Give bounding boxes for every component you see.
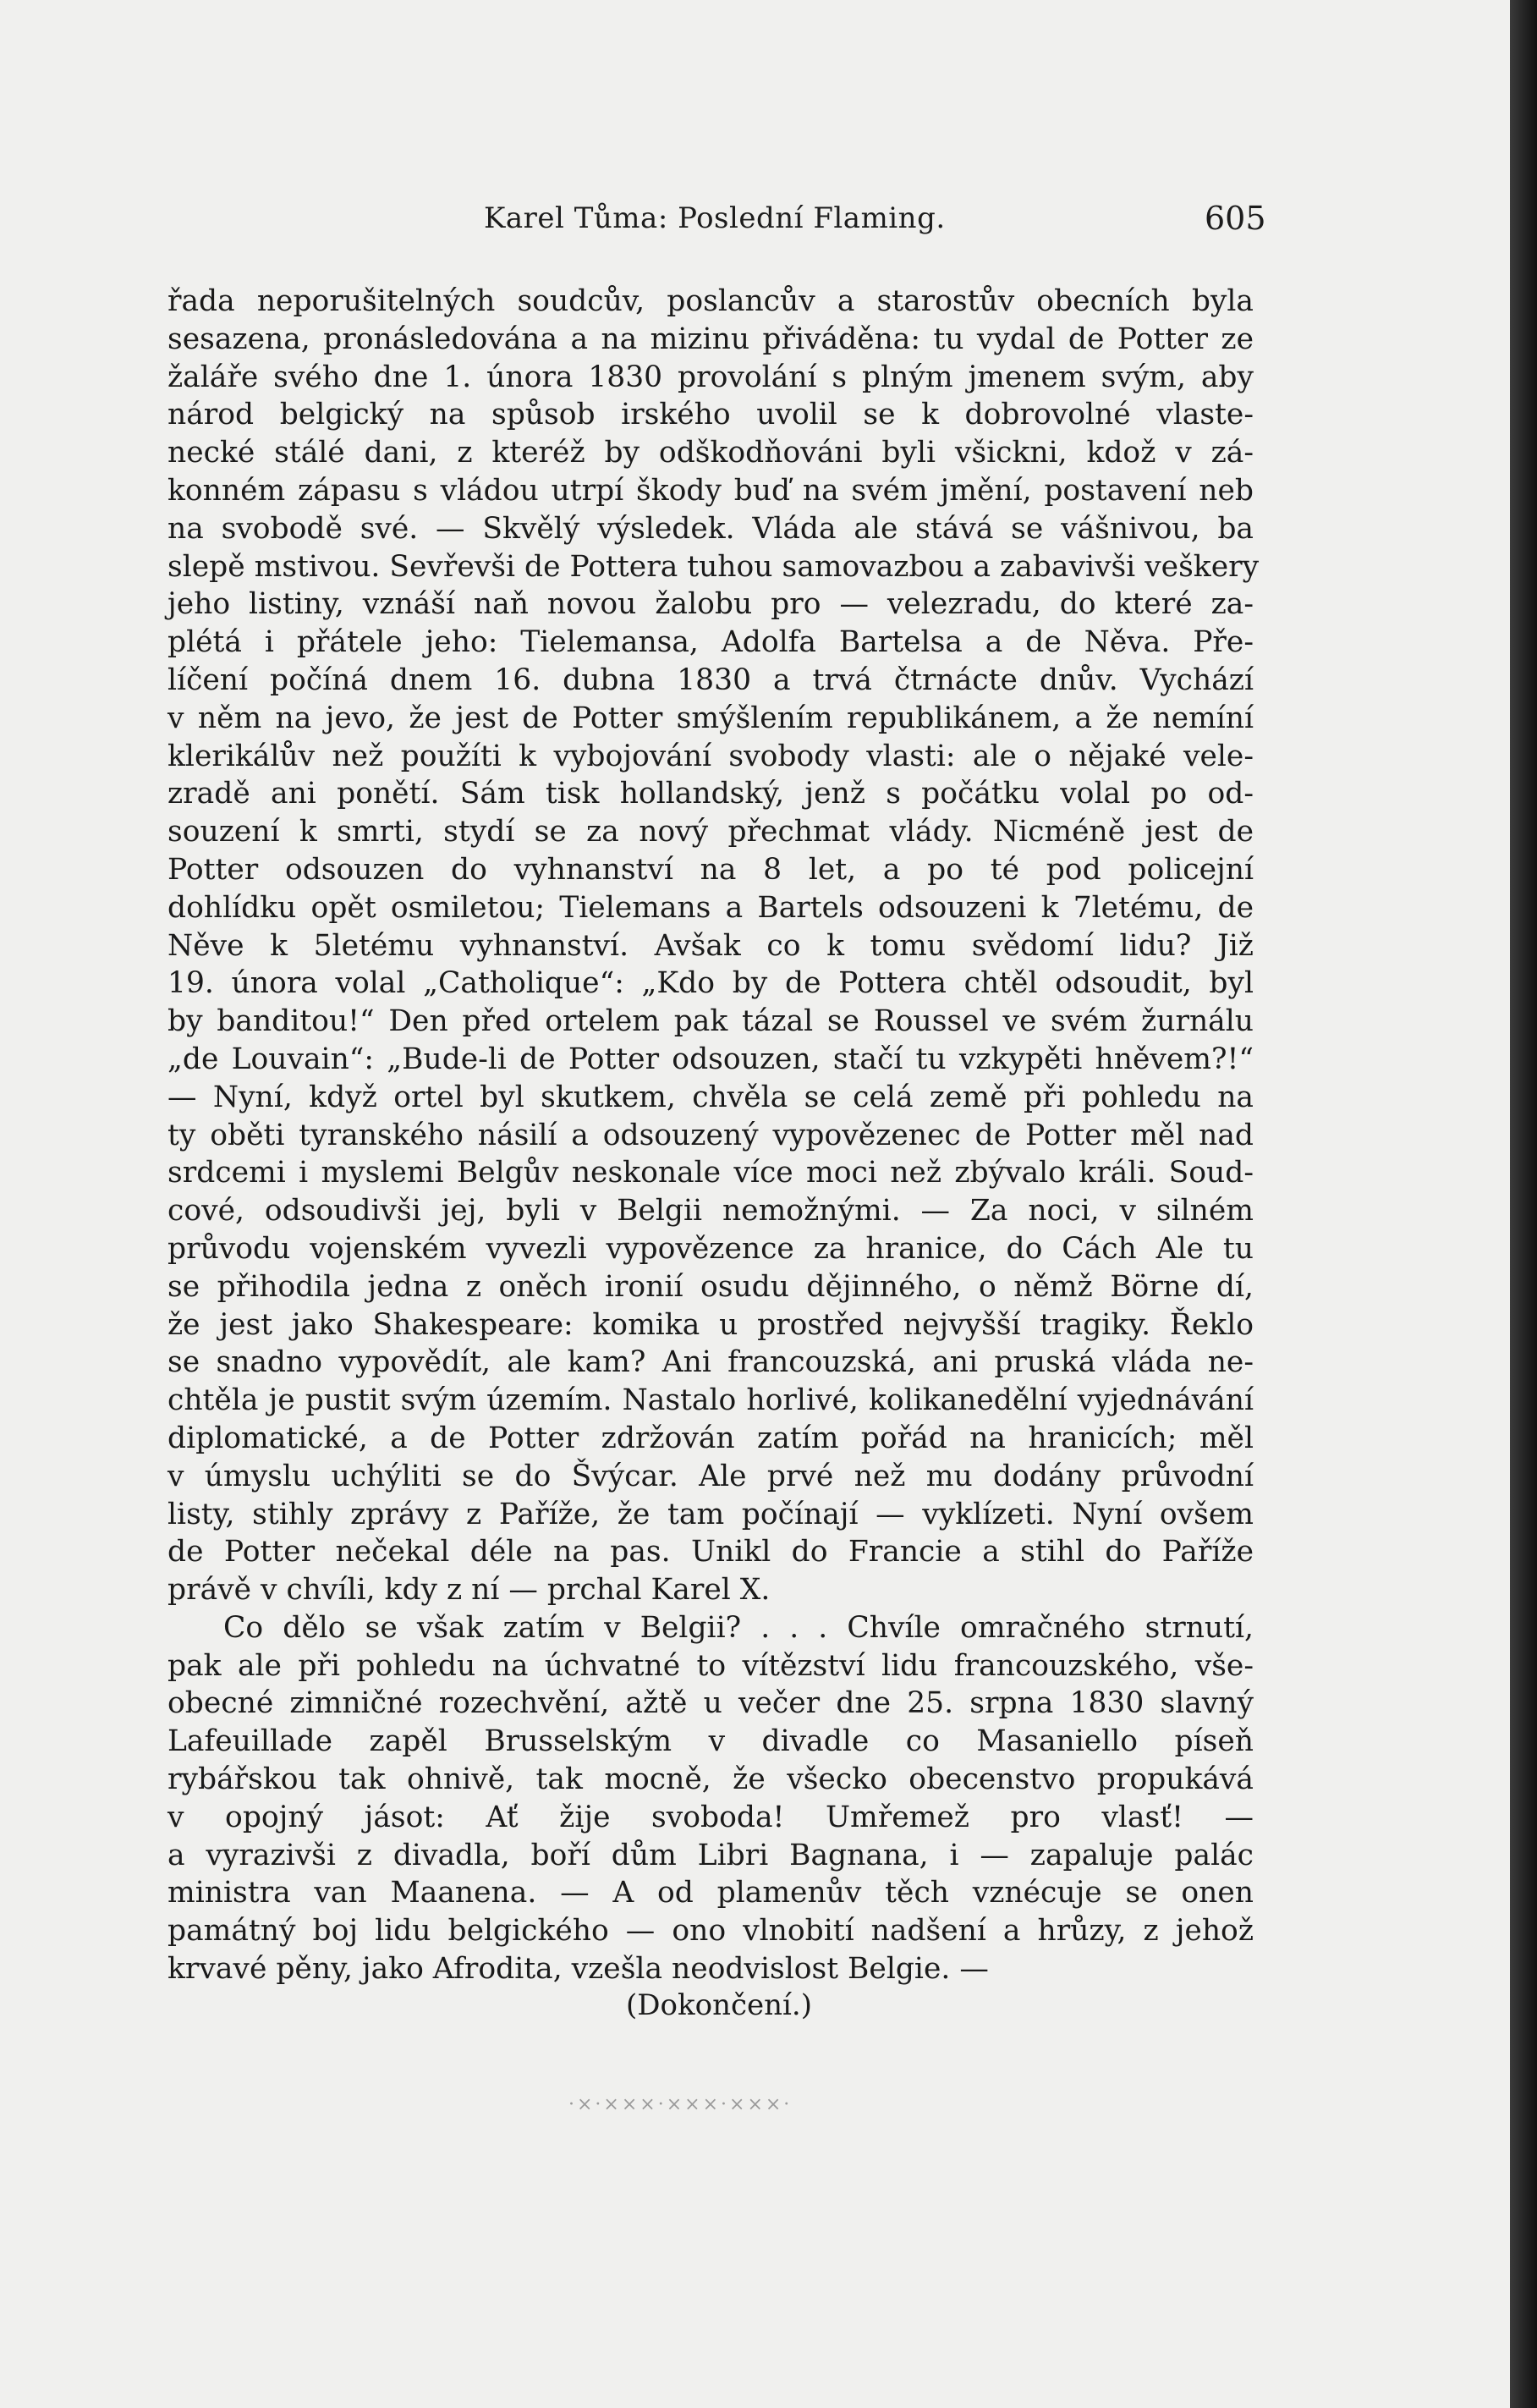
text-line: konném zápasu s vládou utrpí škody buď na svém jmění, postavení neb xyxy=(167,473,1254,508)
text-line: Co dělo se však zatím v Belgii? . . . Chvíle omračného strnutí, xyxy=(223,1610,1254,1645)
text-line: 19. února volal „Catholique“: „Kdo by de Pottera chtěl odsoudit, byl xyxy=(167,966,1254,1001)
continuation-note: (Dokončení.) xyxy=(626,1988,812,2022)
text-line: dohlídku opět osmiletou; Tielemans a Bartels odsouzeni k 7letému, de xyxy=(167,890,1254,925)
text-line: právě v chvíli, kdy z ní — prchal Karel X. xyxy=(167,1573,771,1608)
text-line: zradě ani ponětí. Sám tisk hollandský, jenž s počátku volal po od- xyxy=(167,777,1254,811)
page-edge xyxy=(1510,0,1537,2408)
text-line: sesazena, pronásledována a na mizinu přiváděna: tu vydal de Potter ze xyxy=(167,322,1254,356)
text-line: se přihodila jedna z oněch ironií osudu dějinného, o němž Börne dí, xyxy=(167,1269,1254,1304)
text-line: klerikálův než použíti k vybojování svobody vlasti: ale o nějaké vele- xyxy=(167,739,1254,773)
text-line: diplomatické, a de Potter zdržován zatím pořád na hranicích; měl xyxy=(167,1421,1254,1455)
text-line: Lafeuillade zapěl Brusselským v divadle co Masaniello píseň xyxy=(167,1724,1254,1759)
text-line: de Potter nečekal déle na pas. Unikl do Francie a stihl do Paříže xyxy=(167,1535,1254,1570)
text-line: jeho listiny, vznáší naň novou žalobu pro — velezradu, do které za- xyxy=(167,587,1254,622)
text-line: a vyrazivši z divadla, boří dům Libri Bagnana, i — zapaluje palác xyxy=(167,1838,1254,1872)
text-line: by banditou!“ Den před ortelem pak tázal se Roussel ve svém žurnálu xyxy=(167,1004,1254,1039)
text-line: Něve k 5letému vyhnanství. Avšak co k tomu svědomí lidu? Již xyxy=(167,928,1254,963)
text-line: srdcemi i myslemi Belgův neskonale více moci než zbývalo králi. Soud- xyxy=(167,1156,1254,1190)
text-line: — Nyní, když ortel byl skutkem, chvěla se celá země při pohledu na xyxy=(167,1080,1254,1114)
text-line: pak ale při pohledu na úchvatné to vítězství lidu francouzského, vše- xyxy=(167,1648,1254,1683)
running-title: Karel Tůma: Poslední Flaming. xyxy=(484,201,946,235)
text-line: necké stálé dani, z kteréž by odškodňováni byli všickni, kdož v zá- xyxy=(167,436,1254,470)
text-line: se snadno vypovědít, ale kam? Ani francouzská, ani pruská vláda ne- xyxy=(167,1345,1254,1380)
text-line: plétá i přátele jeho: Tielemansa, Adolfa Bartelsa a de Něva. Pře- xyxy=(167,625,1254,660)
text-line: v opojný jásot: Ať žije svoboda! Umřemež pro vlasť! — xyxy=(167,1800,1254,1834)
text-line: cové, odsoudivši jej, byli v Belgii nemožnými. — Za noci, v silném xyxy=(167,1194,1254,1229)
text-line: krvavé pěny, jako Afrodita, vzešla neodvislost Belgie. — xyxy=(167,1952,989,1987)
page-number: 605 xyxy=(1205,200,1266,237)
text-line: listy, stihly zprávy z Paříže, že tam počínají — vyklízeti. Nyní ovšem xyxy=(167,1497,1254,1531)
decorative-ornament: ·×·×××·×××·×××· xyxy=(568,2094,793,2115)
text-line: rybářskou tak ohnivě, tak mocně, že všecko obecenstvo propukává xyxy=(167,1762,1254,1797)
text-line: v úmyslu uchýliti se do Švýcar. Ale prvé než mu dodány průvodní xyxy=(167,1459,1254,1493)
text-line: žaláře svého dne 1. února 1830 provolání s plným jmenem svým, aby xyxy=(167,360,1254,394)
text-line: ministra van Maanena. — A od plamenův těch vznécuje se onen xyxy=(167,1876,1254,1910)
text-line: národ belgický na spůsob irského uvolil se k dobrovolné vlaste- xyxy=(167,398,1254,432)
text-line: na svobodě své. — Skvělý výsledek. Vláda ale stává se vášnivou, ba xyxy=(167,511,1254,546)
text-line: památný boj lidu belgického — ono vlnobití nadšení a hrůzy, z jehož xyxy=(167,1914,1254,1949)
text-line: řada neporušitelných soudcův, poslancův a starostův obecních byla xyxy=(167,284,1254,318)
text-line: obecné zimničné rozechvění, ažtě u večer dne 25. srpna 1830 slavný xyxy=(167,1686,1254,1721)
text-line: líčení počíná dnem 16. dubna 1830 a trvá čtrnácte dnův. Vychází xyxy=(167,662,1254,697)
text-line: v něm na jevo, že jest de Potter smýšlením republikánem, a že nemíní xyxy=(167,701,1254,735)
text-line: „de Louvain“: „Bude-li de Potter odsouzen, stačí tu vzkypěti hněvem?!“ xyxy=(167,1042,1254,1076)
text-line: Potter odsouzen do vyhnanství na 8 let, a po té pod policejní xyxy=(167,852,1254,887)
text-line: ty oběti tyranského násilí a odsouzený vypovězenec de Potter měl nad xyxy=(167,1118,1254,1152)
body-text xyxy=(167,283,1260,1988)
text-line: průvodu vojenském vyvezli vypovězence za hranice, do Cách Ale tu xyxy=(167,1231,1254,1266)
text-line: souzení k smrti, stydí se za nový přechmat vlády. Nicméně jest de xyxy=(167,815,1254,849)
text-line: slepě mstivou. Sevřevši de Pottera tuhou samovazbou a zabavivši veškery xyxy=(167,549,1260,584)
text-line: že jest jako Shakespeare: komika u prostřed nejvyšší tragiky. Řeklo xyxy=(167,1307,1254,1342)
text-line: chtěla je pustit svým územím. Nastalo horlivé, kolikanedělní vyjednávání xyxy=(167,1383,1254,1418)
